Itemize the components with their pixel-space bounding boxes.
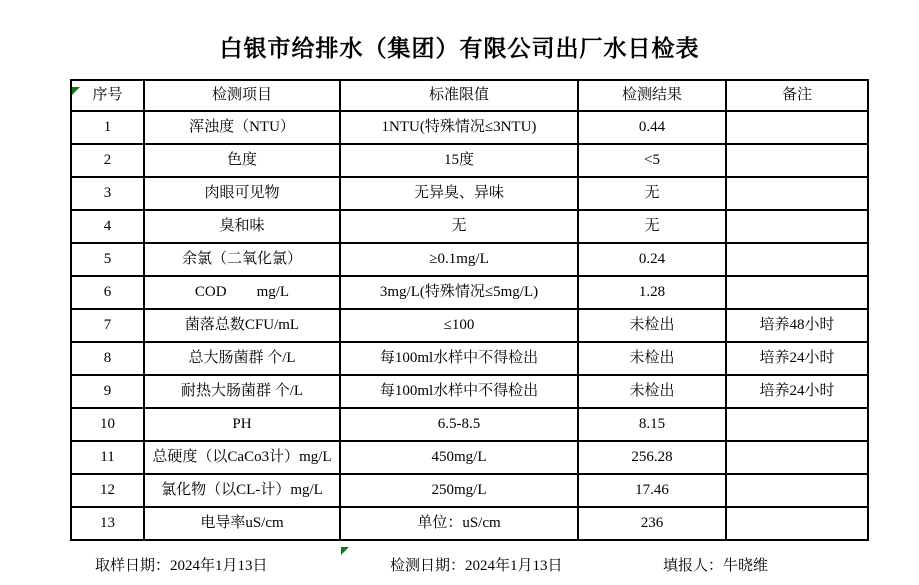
cell-note: [726, 276, 868, 309]
cell-note: 培养24小时: [726, 375, 868, 408]
cell-standard: 450mg/L: [340, 441, 578, 474]
header-item: 检测项目: [144, 80, 340, 111]
table-row: [71, 342, 868, 375]
cell-result: 无: [578, 210, 726, 243]
cell-note: 培养48小时: [726, 309, 868, 342]
cell-result: 17.46: [578, 474, 726, 507]
cell-note: 培养24小时: [726, 342, 868, 375]
cell-no: 2: [71, 144, 144, 177]
table-row: [71, 375, 868, 408]
cell-no: 11: [71, 441, 144, 474]
cell-standard: 1NTU(特殊情况≤3NTU): [340, 111, 578, 144]
table-row: [71, 441, 868, 474]
sampling-date: 取样日期：2024年1月13日: [95, 558, 268, 574]
cell-result: 236: [578, 507, 726, 540]
cell-note: [726, 111, 868, 144]
cell-no: 9: [71, 375, 144, 408]
cell-result: 未检出: [578, 309, 726, 342]
cell-standard: 无异臭、异味: [340, 177, 578, 210]
cell-note: [726, 210, 868, 243]
cell-result: 未检出: [578, 375, 726, 408]
cell-result: 0.44: [578, 111, 726, 144]
cell-item: 总硬度（以CaCo3计）mg/L: [144, 441, 340, 474]
cell-item: 余氯（二氧化氯）: [144, 243, 340, 276]
table-row: [71, 474, 868, 507]
table-row: [71, 507, 868, 540]
cell-result: 1.28: [578, 276, 726, 309]
cell-standard: ≥0.1mg/L: [340, 243, 578, 276]
cell-note: [726, 507, 868, 540]
cell-result: 0.24: [578, 243, 726, 276]
cell-note: [726, 474, 868, 507]
cell-no: 10: [71, 408, 144, 441]
table-row: [71, 144, 868, 177]
cell-no: 8: [71, 342, 144, 375]
cell-standard: 3mg/L(特殊情况≤5mg/L): [340, 276, 578, 309]
cell-item: 菌落总数CFU/mL: [144, 309, 340, 342]
page-title: 白银市给排水（集团）有限公司出厂水日检表: [219, 36, 700, 61]
cell-item: 总大肠菌群 个/L: [144, 342, 340, 375]
header-note: 备注: [726, 80, 868, 111]
table-row: [71, 111, 868, 144]
cell-standard: 6.5-8.5: [340, 408, 578, 441]
table-row: [71, 243, 868, 276]
header-no: 序号: [71, 80, 144, 111]
footer: [0, 552, 919, 574]
table-row: [71, 408, 868, 441]
cell-result: 未检出: [578, 342, 726, 375]
table-row: [71, 210, 868, 243]
cell-result: <5: [578, 144, 726, 177]
reporter-name: 填报人：牛晓维: [663, 558, 769, 574]
cell-standard: 250mg/L: [340, 474, 578, 507]
header-standard: 标准限值: [340, 80, 578, 111]
table-row: [71, 309, 868, 342]
cell-result: 256.28: [578, 441, 726, 474]
cell-item: 色度: [144, 144, 340, 177]
cell-result: 8.15: [578, 408, 726, 441]
cell-note: [726, 441, 868, 474]
cell-standard: 15度: [340, 144, 578, 177]
cell-result: 无: [578, 177, 726, 210]
cell-item: 耐热大肠菌群 个/L: [144, 375, 340, 408]
inspection-table: [70, 79, 869, 541]
table-header: [71, 80, 868, 111]
cell-note: [726, 144, 868, 177]
cell-note: [726, 243, 868, 276]
cell-note: [726, 408, 868, 441]
cell-no: 1: [71, 111, 144, 144]
cell-note: [726, 177, 868, 210]
table-row: [71, 276, 868, 309]
cell-item: 臭和味: [144, 210, 340, 243]
cell-item: PH: [144, 408, 340, 441]
cell-item: 浑浊度（NTU）: [144, 111, 340, 144]
cell-item: 电导率uS/cm: [144, 507, 340, 540]
cell-item: COD mg/L: [144, 276, 340, 309]
table-body: [71, 111, 868, 540]
cell-item: 氯化物（以CL-计）mg/L: [144, 474, 340, 507]
cell-standard: 无: [340, 210, 578, 243]
cell-standard: 每100ml水样中不得检出: [340, 342, 578, 375]
cell-standard: 每100ml水样中不得检出: [340, 375, 578, 408]
cell-no: 13: [71, 507, 144, 540]
table-row: [71, 177, 868, 210]
cell-no: 3: [71, 177, 144, 210]
header-result: 检测结果: [578, 80, 726, 111]
cell-item: 肉眼可见物: [144, 177, 340, 210]
cell-no: 7: [71, 309, 144, 342]
cell-no: 5: [71, 243, 144, 276]
cell-no: 4: [71, 210, 144, 243]
cell-no: 12: [71, 474, 144, 507]
header-row: [71, 80, 868, 111]
cell-standard: ≤100: [340, 309, 578, 342]
testing-date: 检测日期：2024年1月13日: [390, 558, 563, 574]
cell-standard: 单位：uS/cm: [340, 507, 578, 540]
cell-no: 6: [71, 276, 144, 309]
